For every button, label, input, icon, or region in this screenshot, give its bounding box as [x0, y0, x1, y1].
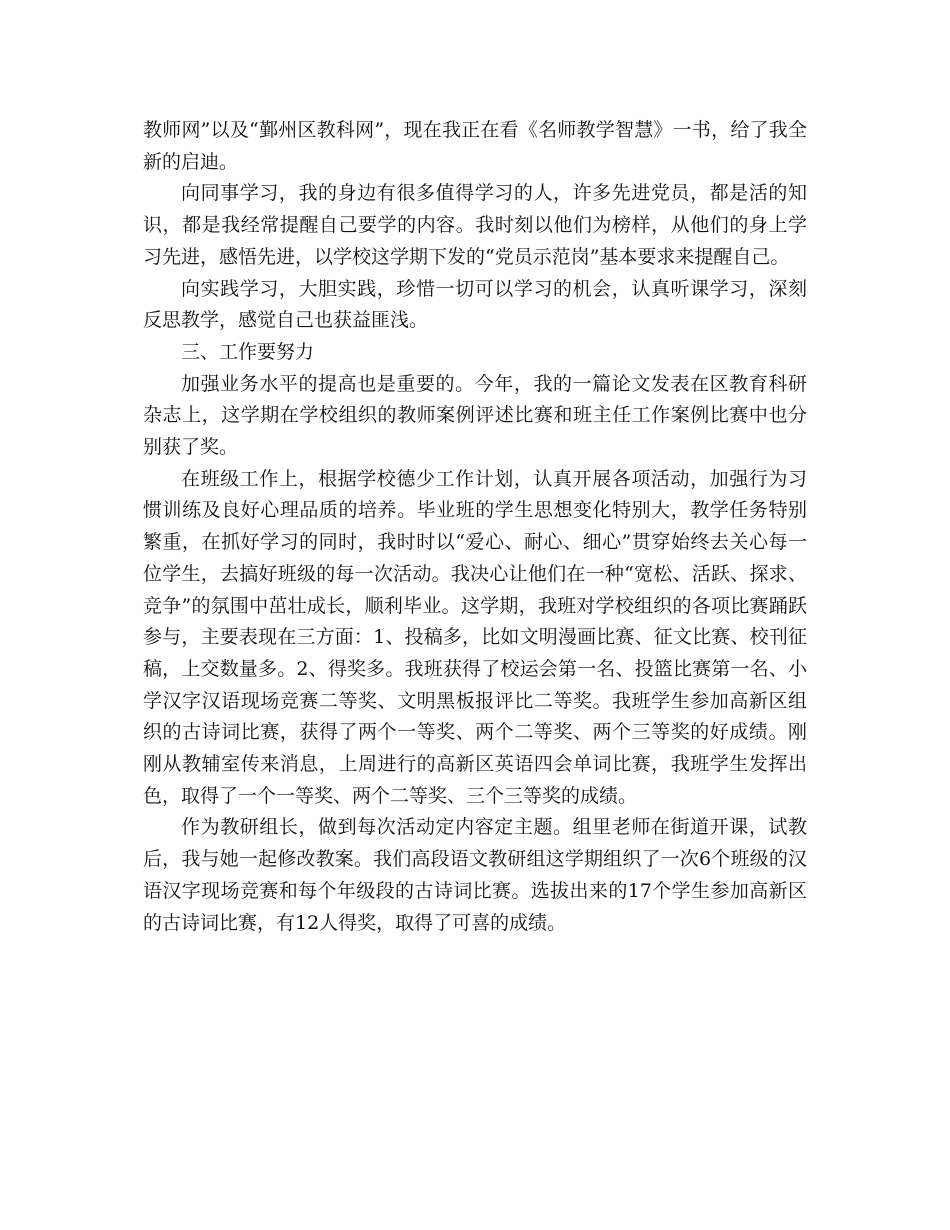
paragraph-class-work: 在班级工作上，根据学校德少工作计划，认真开展各项活动，加强行为习惯训练及良好心理品质的培养。毕业班的学生思想变化特别大，教学任务特别繁重，在抓好学习的同时，我时时以“爱心、耐心、细心”贯穿始终去关心每一位学生，去搞好班级的每一次活动。我决心让他们在一种“宽松、活跃、探求、竞争”的氛围中茁壮成长，顺利毕业。这学期，我班对学校组织的各项比赛踊跃参与，主要表现在三方面：1、投稿多，比如文明漫画比赛、征文比赛、校刊征稿，上交数量多。2、得奖多。我班获得了校运会第一名、投篮比赛第一名、小学汉字汉语现场竞赛二等奖、文明黑板报评比二等奖。我班学生参加高新区组织的古诗词比赛，获得了两个一等奖、两个二等奖、两个三等奖的好成绩。刚刚从教辅室传来消息，上周进行的高新区英语四会单词比赛，我班学生发挥出色，取得了一个一等奖、两个二等奖、三个三等奖的成绩。	[143, 467, 807, 807]
section-heading-work-hard: 三、工作要努力	[181, 340, 315, 363]
paragraph-learn-from-practice: 向实践学习，大胆实践，珍惜一切可以学习的机会，认真听课学习，深刻反思教学，感觉自己也获益匪浅。	[143, 277, 807, 332]
paragraph-professional-improvement: 加强业务水平的提高也是重要的。今年，我的一篇论文发表在区教育科研杂志上，这学期在学校组织的教师案例评述比赛和班主任工作案例比赛中也分别获了奖。	[143, 372, 807, 459]
document-page	[143, 115, 807, 939]
paragraph-continuation: 教师网”以及“鄞州区教科网”，现在我正在看《名师教学智慧》一书，给了我全新的启迪。	[143, 119, 807, 173]
paragraph-teaching-group: 作为教研组长，做到每次活动定内容定主题。组里老师在街道开课，试教后，我与她一起修改教案。我们高段语文教研组这学期组织了一次6个班级的汉语汉字现场竞赛和每个年级段的古诗词比赛。选拔出来的17个学生参加高新区的古诗词比赛，有12人得奖，取得了可喜的成绩。	[143, 816, 807, 934]
paragraph-learn-from-colleagues: 向同事学习，我的身边有很多值得学习的人，许多先进党员，都是活的知识，都是我经常提醒自己要学的内容。我时刻以他们为榜样，从他们的身上学习先进，感悟先进，以学校这学期下发的“党员示范岗”基本要求来提醒自己。	[143, 182, 807, 268]
